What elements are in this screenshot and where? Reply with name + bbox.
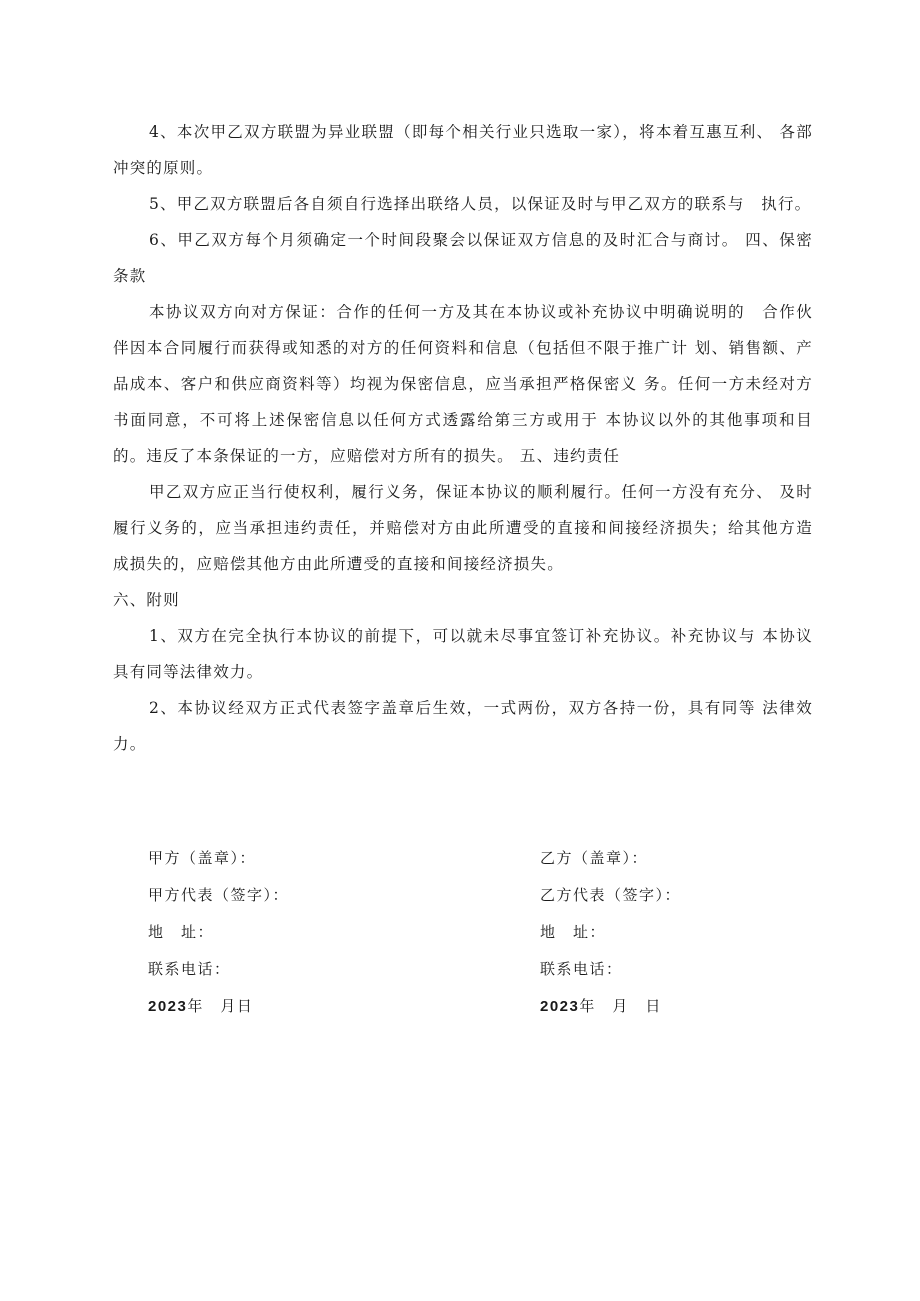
party-a-address-label: 地 址： [148, 923, 215, 941]
confidentiality-paragraph: 本协议双方向对方保证：合作的任何一方及其在本协议或补充协议中明确说明的 合作伙伴因本合同履行而获得或知悉的对方的任何资料和信息（包括但不限于推广计 划、销售额、产品成本、客户和供应商资料等）均视为保密信息，应当承担严格保密义 务。任何一方未经对方书面同意，不可将上述保密信息以任何方式透露给第三方或用于 本协议以外的其他事项和目的。违反了本条保证的一方，应赔偿对方所有的损失。 五、违约责任 [113, 303, 813, 465]
party-b-date [540, 993, 860, 1030]
clause-6-paragraph: 6、甲乙双方每个月须确定一个时间段聚会以保证双方信息的及时汇合与商讨。 四、保密条款 [113, 231, 813, 285]
party-b-date-year: 2023 [540, 998, 580, 1015]
party-b-seal-label: 乙方（盖章）： [540, 849, 649, 867]
party-b-address-label: 地 址： [540, 923, 607, 941]
appendix-clause-1: 1、双方在完全执行本协议的前提下，可以就未尽事宜签订补充协议。补充协议与 本协议具有同等法律效力。 [113, 627, 813, 681]
clause-4-paragraph: 4、本次甲乙双方联盟为异业联盟（即每个相关行业只选取一家），将本着互惠互利、 各部冲突的原则。 [113, 123, 813, 177]
liability-paragraph: 甲乙双方应正当行使权利，履行义务，保证本协议的顺利履行。任何一方没有充分、 及时履行义务的，应当承担违约责任，并赔偿对方由此所遭受的直接和间接经济损失；给其他方造成损失的，应赔偿其他方由此所遭受的直接和间接经济损失。 [113, 483, 813, 573]
party-a-seal-label: 甲方（盖章）： [148, 849, 257, 867]
appendix-clause-2: 2、本协议经双方正式代表签字盖章后生效，一式两份，双方各持一份，具有同等 法律效力。 [113, 699, 813, 753]
section-6-heading: 六、附则 [113, 591, 180, 609]
party-a-signature-block [148, 845, 468, 1030]
party-a-representative-label: 甲方代表（签字）： [148, 886, 290, 904]
party-a-date-rest: 年 月日 [187, 997, 254, 1015]
party-a-phone-label: 联系电话： [148, 960, 231, 978]
party-a-date [148, 993, 468, 1030]
party-a-date-year: 2023 [148, 998, 188, 1015]
party-b-signature-block [540, 845, 860, 1030]
clause-5-paragraph: 5、甲乙双方联盟后各自须自行选择出联络人员，以保证及时与甲乙双方的联系与 执行。 [149, 195, 812, 213]
party-b-phone-label: 联系电话： [540, 960, 623, 978]
party-b-date-rest: 年 月 日 [579, 997, 662, 1015]
party-b-representative-label: 乙方代表（签字）： [540, 886, 682, 904]
